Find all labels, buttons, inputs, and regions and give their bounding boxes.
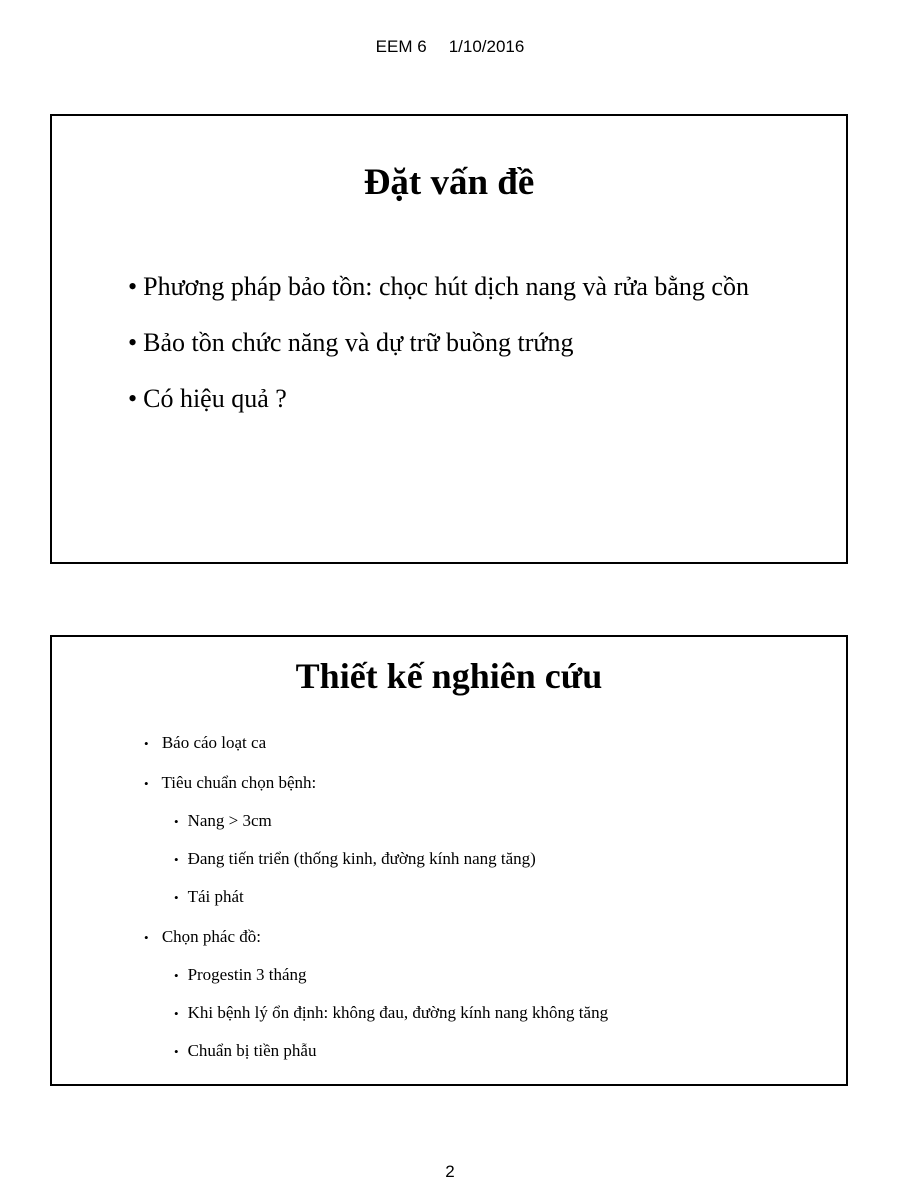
sub-bullet-item: • Đang tiến triển (thống kinh, đường kính nang tăng) — [174, 847, 608, 872]
sub-bullet-item: • Tái phát — [174, 885, 608, 910]
sub-bullet-list — [144, 963, 608, 1064]
sub-bullet-item: • Khi bệnh lý ổn định: không đau, đường kính nang không tăng — [174, 1001, 608, 1026]
bullet-item — [144, 771, 608, 910]
slide-2-bullet-list — [144, 731, 608, 1079]
sub-bullet-list — [144, 809, 608, 910]
bullet-text: Báo cáo loạt ca — [161, 733, 267, 752]
bullet-item: • Có hiệu quả ? — [128, 382, 749, 416]
slide-2 — [50, 635, 848, 1086]
bullet-text: Tiêu chuẩn chọn bệnh: — [161, 773, 317, 792]
bullet-item — [144, 925, 608, 1064]
bullet-item — [144, 731, 608, 756]
sub-bullet-item: • Chuẩn bị tiền phẫu — [174, 1039, 608, 1064]
slide-1-title: Đặt vấn đề — [363, 162, 535, 203]
slide-1 — [50, 114, 848, 564]
bullet-text: Chọn phác đồ: — [161, 927, 261, 946]
sub-bullet-item: • Nang > 3cm — [174, 809, 608, 834]
page-header — [0, 37, 900, 57]
header-date: 1/10/2016 — [448, 37, 525, 56]
header-left-text: EEM 6 — [375, 37, 427, 56]
page-number: 2 — [445, 1162, 455, 1181]
slide-2-title: Thiết kế nghiên cứu — [295, 656, 603, 696]
bullet-item: • Bảo tồn chức năng và dự trữ buồng trứng — [128, 326, 749, 360]
sub-bullet-item: • Progestin 3 tháng — [174, 963, 608, 988]
bullet-item: • Phương pháp bảo tồn: chọc hút dịch nang và rửa bằng cồn — [128, 270, 749, 304]
slide-1-bullet-list — [128, 270, 749, 438]
